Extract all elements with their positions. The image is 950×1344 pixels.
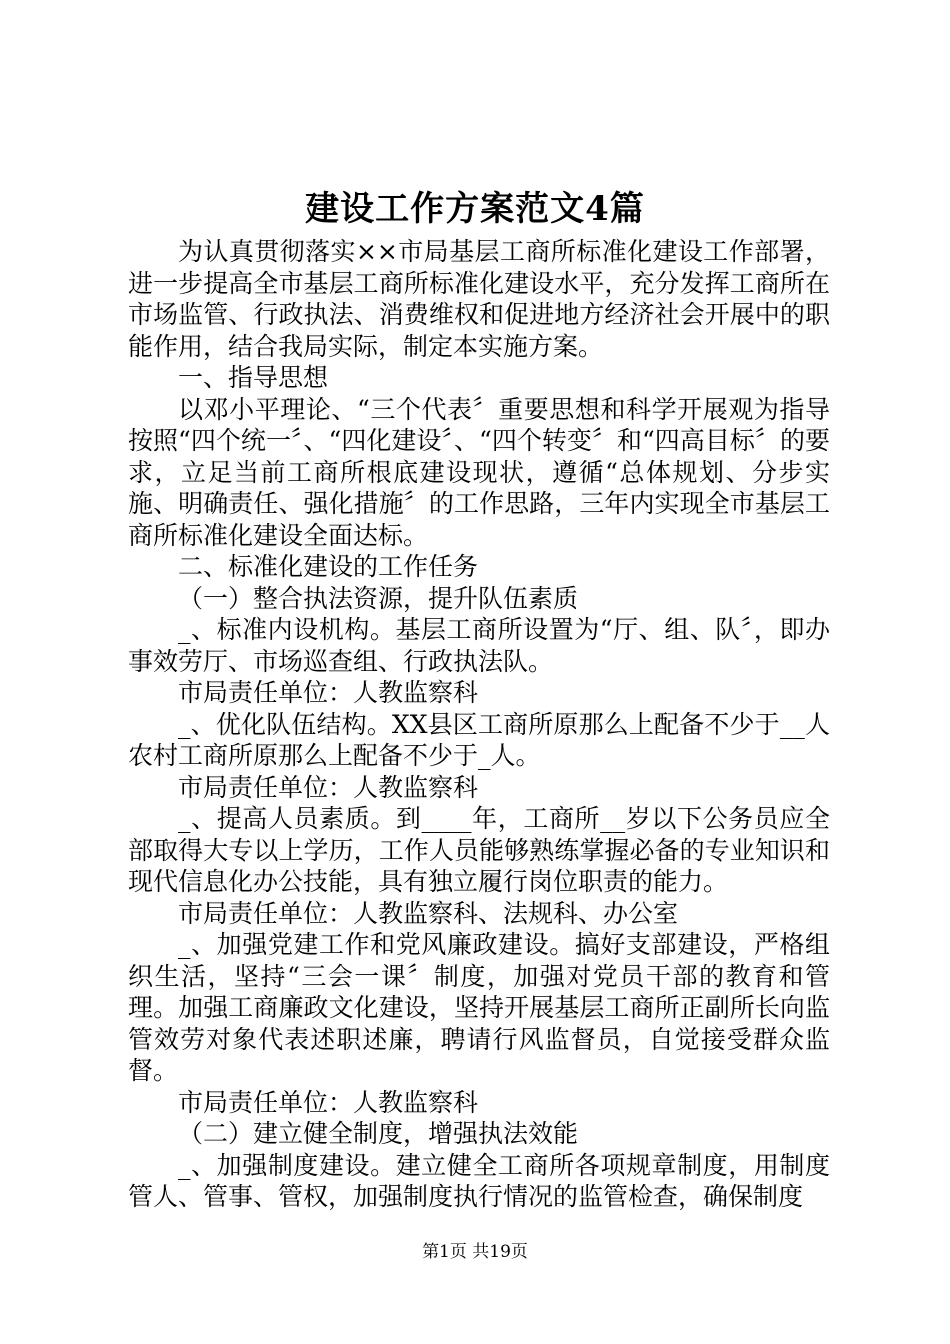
subheading-resources: （一）整合执法资源，提升队伍素质 <box>178 583 579 613</box>
paragraph-staff-quality: _、提高人员素质。到____年，工商所__岁以下公务员应全部取得大专以上学历，工作人员能够熟练掌握必备的专业知识和现代信息化办公技能，具有独立履行岗位职责的能力。 <box>128 804 830 896</box>
document-title: 建设工作方案范文4篇 <box>305 189 645 229</box>
page-number-footer: 第1页 共19页 <box>422 1242 528 1262</box>
paragraph-party-building: _、加强党建工作和党风廉政建设。搞好支部建设，严格组织生活，坚持“三会一课〞制度，加强对党员干部的教育和管理。加强工商廉政文化建设，坚持开展基层工商所正副所长向监管效劳对象代表述职述廉，聘请行风监督员，自觉接受群众监督。 <box>128 930 830 1085</box>
paragraph-team-structure: _、优化队伍结构。XX县区工商所原那么上配备不少于__人农村工商所原那么上配备不少于_人。 <box>128 709 830 770</box>
heading-guiding-ideology: 一、指导思想 <box>178 363 329 392</box>
heading-work-tasks: 二、标准化建设的工作任务 <box>178 552 479 581</box>
document-body <box>128 236 830 1213</box>
responsible-unit-line: 市局责任单位：人教监察科 <box>178 678 479 707</box>
subheading-systems: （二）建立健全制度，增强执法效能 <box>178 1119 579 1148</box>
responsible-unit-line: 市局责任单位：人教监察科、法规科、办公室 <box>178 898 679 928</box>
paragraph-internal-structure: _、标准内设机构。基层工商所设置为“厅、组、队〞，即办事效劳厅、市场巡查组、行政执法队。 <box>128 615 830 676</box>
paragraph-system-building: _、加强制度建设。建立健全工商所各项规章制度，用制度管人、管事、管权，加强制度执行情况的监管检查，确保制度 <box>128 1150 830 1211</box>
responsible-unit-line: 市局责任单位：人教监察科 <box>178 1087 479 1117</box>
paragraph-intro: 为认真贯彻落实××市局基层工商所标准化建设工作部署，进一步提高全市基层工商所标准化建设水平，充分发挥工商所在市场监管、行政执法、消费维权和促进地方经济社会开展中的职能作用，结合我局实际，制定本实施方案。 <box>128 237 830 361</box>
paragraph-guiding-ideology: 以邓小平理论、“三个代表〞重要思想和科学开展观为指导按照“四个统一〞、“四化建设〞、“四个转变〞和“四高目标〞的要求，立足当前工商所根底建设现状，遵循“总体规划、分步实施、明确责任、强化措施〞的工作思路，三年内实现全市基层工商所标准化建设全面达标。 <box>128 394 830 550</box>
responsible-unit-line: 市局责任单位：人教监察科 <box>178 772 479 802</box>
